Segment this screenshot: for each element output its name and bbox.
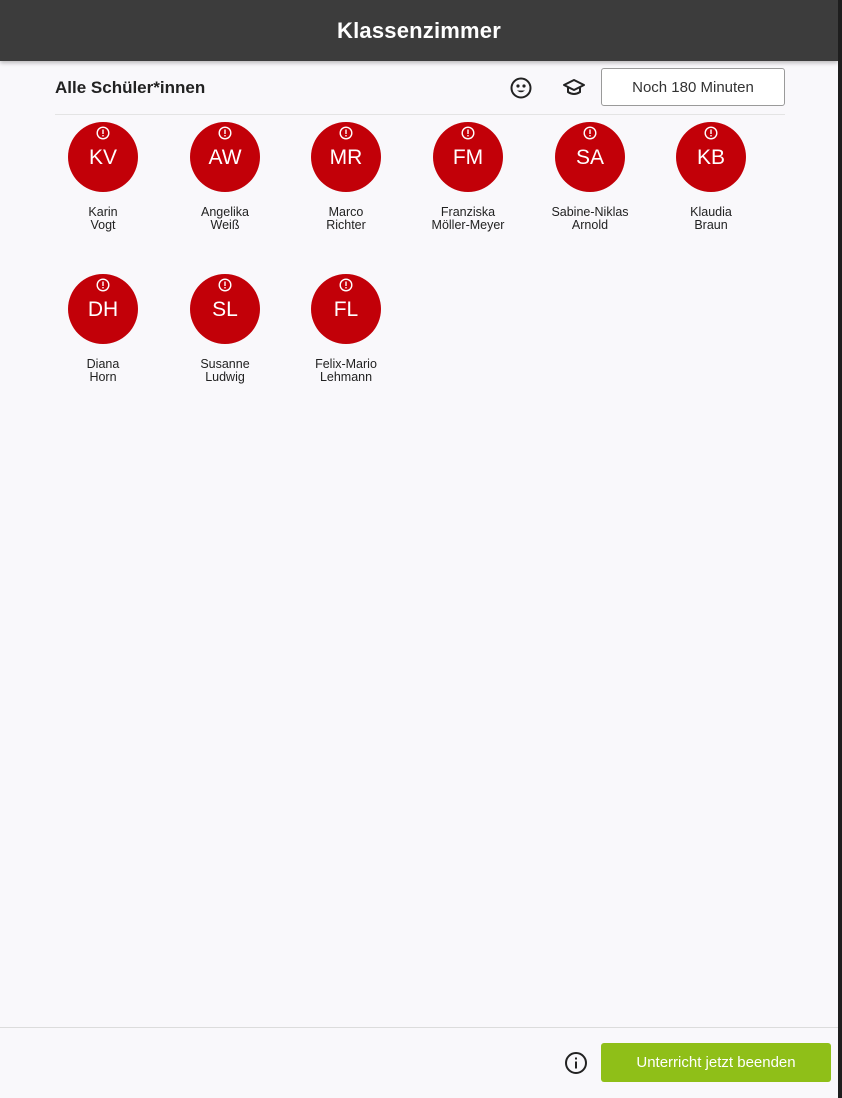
avatar-initials: KB <box>696 146 725 169</box>
divider <box>55 114 785 115</box>
student-first-name: Diana <box>86 357 120 371</box>
student-last-name: Ludwig <box>205 370 245 384</box>
student-card[interactable] <box>420 122 516 232</box>
face-icon[interactable] <box>509 76 533 100</box>
student-last-name: Arnold <box>571 218 609 232</box>
app-header <box>0 0 838 61</box>
app-title: Klassenzimmer <box>336 17 501 43</box>
alert-icon <box>461 126 475 140</box>
alert-icon <box>339 278 353 292</box>
student-first-name: Franziska <box>440 205 496 219</box>
student-last-name: Vogt <box>90 218 116 232</box>
student-first-name: Klaudia <box>690 205 732 219</box>
student-last-name: Weiß <box>210 218 240 232</box>
student-first-name: Angelika <box>201 205 249 219</box>
timer-button[interactable]: Noch 180 Minuten <box>601 68 785 106</box>
alert-icon <box>339 126 353 140</box>
avatar-initials: AW <box>208 146 242 169</box>
student-card[interactable] <box>177 274 273 384</box>
info-icon[interactable] <box>564 1051 588 1075</box>
student-first-name: Sabine-Niklas <box>551 205 629 219</box>
avatar-initials: DH <box>87 298 119 321</box>
student-first-name: Karin <box>88 205 118 219</box>
student-last-name: Lehmann <box>319 370 373 384</box>
avatar <box>68 122 138 192</box>
alert-icon <box>96 126 110 140</box>
student-first-name: Felix-Mario <box>315 357 377 371</box>
student-last-name: Braun <box>694 218 728 232</box>
student-card[interactable] <box>663 122 759 232</box>
avatar <box>311 122 381 192</box>
alert-icon <box>583 126 597 140</box>
avatar <box>555 122 625 192</box>
student-first-name: Marco <box>328 205 364 219</box>
section-title: Alle Schüler*innen <box>55 78 206 97</box>
student-first-name: Susanne <box>200 357 250 371</box>
avatar <box>190 274 260 344</box>
alert-icon <box>96 278 110 292</box>
avatar-initials: SA <box>575 146 604 169</box>
avatar <box>676 122 746 192</box>
alert-icon <box>704 126 718 140</box>
avatar <box>311 274 381 344</box>
student-card[interactable] <box>542 122 638 232</box>
footer-divider <box>0 1027 838 1028</box>
avatar-initials: FM <box>452 146 484 169</box>
avatar <box>190 122 260 192</box>
avatar-initials: FL <box>333 298 359 321</box>
student-last-name: Horn <box>89 370 117 384</box>
student-card[interactable] <box>177 122 273 232</box>
student-last-name: Möller-Meyer <box>431 218 505 232</box>
end-lesson-button[interactable]: Unterricht jetzt beenden <box>601 1043 831 1082</box>
avatar-initials: SL <box>212 298 238 321</box>
section-header <box>55 68 785 108</box>
student-card[interactable] <box>298 122 394 232</box>
student-card[interactable] <box>55 122 151 232</box>
avatar-initials: KV <box>88 146 117 169</box>
student-card[interactable] <box>298 274 394 384</box>
avatar <box>433 122 503 192</box>
student-last-name: Richter <box>326 218 366 232</box>
student-card[interactable] <box>55 274 151 384</box>
alert-icon <box>218 278 232 292</box>
avatar <box>68 274 138 344</box>
avatar-initials: MR <box>329 146 363 169</box>
graduation-cap-icon[interactable] <box>562 76 586 100</box>
window-edge <box>838 0 842 1098</box>
alert-icon <box>218 126 232 140</box>
